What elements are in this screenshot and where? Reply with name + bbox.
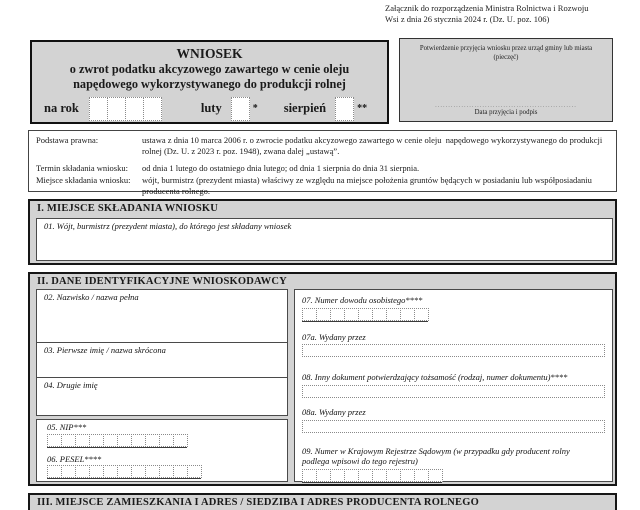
legal-label: Podstawa prawna: xyxy=(36,135,99,145)
name-fields-box xyxy=(36,289,288,416)
field-07-label: 07. Numer dowodu osobistego**** xyxy=(302,295,423,305)
char-cell[interactable] xyxy=(358,308,373,321)
char-cell[interactable] xyxy=(117,465,132,478)
field-02-surname-input[interactable] xyxy=(37,290,287,342)
char-cell[interactable] xyxy=(428,469,443,482)
char-cell[interactable] xyxy=(131,465,146,478)
char-cell[interactable] xyxy=(414,308,429,321)
august-checkbox[interactable] xyxy=(335,97,353,121)
char-cell[interactable] xyxy=(344,469,359,482)
field-02-label: 02. Nazwisko / nazwa pełna xyxy=(44,292,139,302)
field-01-label: 01. Wójt, burmistrz (prezydent miasta), do którego jest składany wniosek xyxy=(44,221,292,231)
char-cell[interactable] xyxy=(131,434,146,447)
section-3-heading: III. MIEJSCE ZAMIESZKANIA I ADRES / SIEDZIBA I ADRES PRODUCENTA ROLNEGO xyxy=(37,497,479,508)
confirmation-stamp-box xyxy=(399,38,613,122)
char-cell[interactable] xyxy=(61,465,76,478)
char-cell[interactable] xyxy=(386,308,401,321)
char-cell[interactable] xyxy=(372,469,387,482)
char-cell[interactable] xyxy=(335,97,354,121)
field-01-authority-input[interactable] xyxy=(36,218,613,261)
char-cell[interactable] xyxy=(159,465,174,478)
field-06-label: 06. PESEL**** xyxy=(47,453,102,464)
section-1-heading: I. MIEJSCE SKŁADANIA WNIOSKU xyxy=(37,203,219,214)
field-05-nip-input[interactable] xyxy=(47,434,187,448)
char-cell[interactable] xyxy=(344,308,359,321)
char-cell[interactable] xyxy=(358,469,373,482)
char-cell[interactable] xyxy=(159,434,174,447)
year-input[interactable] xyxy=(89,97,161,121)
field-08-other-document-input[interactable] xyxy=(302,385,605,398)
august-label: sierpień xyxy=(283,101,327,116)
field-06-pesel-input[interactable] xyxy=(47,465,201,479)
section-3-address xyxy=(28,493,617,510)
char-cell[interactable] xyxy=(107,97,126,121)
char-cell[interactable] xyxy=(103,465,118,478)
february-checkbox[interactable] xyxy=(231,97,249,121)
legal-value: ustawa z dnia 10 marca 2006 r. o zwrocie podatku akcyzowego zawartego w cenie oleju napędowego wykorzystywanego do produkcji rolnej (Dz. U. z 2023 r. poz. 1948), zwana dalej „ustawą”. xyxy=(142,135,607,157)
field-03-first-name-input[interactable] xyxy=(37,342,287,377)
char-cell[interactable] xyxy=(414,469,429,482)
section-1-place-of-submission xyxy=(28,199,617,265)
tax-id-box xyxy=(36,419,288,482)
legal-label: Miejsce składania wniosku: xyxy=(36,175,131,186)
char-cell[interactable] xyxy=(173,465,188,478)
char-cell[interactable] xyxy=(103,434,118,447)
char-cell[interactable] xyxy=(143,97,162,121)
legal-label: Termin składania wniosku: xyxy=(36,163,128,174)
char-cell[interactable] xyxy=(187,465,202,478)
attachment-note-line1: Załącznik do rozporządzenia Ministra Rolnictwa i Rozwoju xyxy=(385,3,589,13)
attachment-note-line2: Wsi z dnia 26 stycznia 2024 r. (Dz. U. poz. 106) xyxy=(385,13,550,24)
field-07a-label: 07a. Wydany przez xyxy=(302,331,366,342)
char-cell[interactable] xyxy=(89,434,104,447)
char-cell[interactable] xyxy=(386,469,401,482)
field-08a-label: 08a. Wydany przez xyxy=(302,406,366,417)
char-cell[interactable] xyxy=(302,308,317,321)
february-footnote-marker: * xyxy=(252,103,258,115)
char-cell[interactable] xyxy=(330,469,345,482)
signature-dotted-line: ...................................................... xyxy=(435,101,577,109)
char-cell[interactable] xyxy=(89,465,104,478)
signature-caption: Data przyjęcia i podpis xyxy=(474,109,538,116)
char-cell[interactable] xyxy=(89,97,108,121)
char-cell[interactable] xyxy=(145,465,160,478)
char-cell[interactable] xyxy=(125,97,144,121)
legal-row-deadline xyxy=(36,163,610,174)
char-cell[interactable] xyxy=(302,469,317,482)
char-cell[interactable] xyxy=(400,469,415,482)
section-2-heading: II. DANE IDENTYFIKACYJNE WNIOSKODAWCY xyxy=(37,276,287,287)
confirmation-signature-area[interactable] xyxy=(400,103,612,117)
char-cell[interactable] xyxy=(400,308,415,321)
field-08a-issued-by-input[interactable] xyxy=(302,420,605,433)
char-cell[interactable] xyxy=(47,434,62,447)
field-04-middle-name-input[interactable] xyxy=(37,377,287,415)
legal-row-place xyxy=(36,175,610,197)
char-cell[interactable] xyxy=(173,434,188,447)
char-cell[interactable] xyxy=(316,469,331,482)
legal-info-box xyxy=(28,130,617,197)
field-08-label: 08. Inny dokument potwierdzający tożsamość (rodzaj, numer dokumentu)**** xyxy=(302,372,568,383)
char-cell[interactable] xyxy=(231,97,250,121)
august-footnote-marker: ** xyxy=(357,103,368,115)
field-05-label: 05. NIP*** xyxy=(47,422,87,432)
legal-row-basis xyxy=(36,135,610,157)
year-month-row xyxy=(44,97,387,121)
char-cell[interactable] xyxy=(75,465,90,478)
field-03-label: 03. Pierwsze imię / nazwa skrócona xyxy=(44,345,166,355)
char-cell[interactable] xyxy=(47,465,62,478)
legal-value: wójt, burmistrz (prezydent miasta) właściwy ze względu na miejsce położenia gruntów będących w posiadaniu lub współposiadaniu producenta rolnego. xyxy=(142,175,595,197)
field-07-id-number-input[interactable] xyxy=(302,308,428,322)
char-cell[interactable] xyxy=(372,308,387,321)
field-09-krs-input[interactable] xyxy=(302,469,442,483)
form-subtitle-line1: o zwrot podatku akcyzowego zawartego w cenie oleju xyxy=(69,62,350,76)
confirmation-text: Potwierdzenie przyjęcia wniosku przez urząd gminy lub miasta xyxy=(419,45,593,52)
confirmation-stamp-hint: (pieczęć) xyxy=(493,53,519,61)
form-title-box xyxy=(30,40,389,124)
form-title: WNIOSEK xyxy=(176,46,243,61)
char-cell[interactable] xyxy=(117,434,132,447)
char-cell[interactable] xyxy=(75,434,90,447)
char-cell[interactable] xyxy=(61,434,76,447)
legal-value: od dnia 1 lutego do ostatniego dnia lutego; od dnia 1 sierpnia do dnia 31 sierpnia. xyxy=(142,163,420,174)
year-label: na rok xyxy=(44,101,79,116)
field-09-label: 09. Numer w Krajowym Rejestrze Sądowym (w przypadku gdy producent rolny podlega wpisowi do tego rejestru) xyxy=(302,445,570,467)
field-07a-issued-by-input[interactable] xyxy=(302,344,605,357)
section-2-applicant-identification xyxy=(28,272,617,486)
february-label: luty xyxy=(200,101,222,116)
field-04-label: 04. Drugie imię xyxy=(44,380,98,390)
form-subtitle-line2: napędowego wykorzystywanego do produkcji rolnej xyxy=(73,77,346,92)
char-cell[interactable] xyxy=(145,434,160,447)
identity-documents-box xyxy=(294,289,613,482)
char-cell[interactable] xyxy=(330,308,345,321)
attachment-note xyxy=(385,3,635,25)
char-cell[interactable] xyxy=(316,308,331,321)
